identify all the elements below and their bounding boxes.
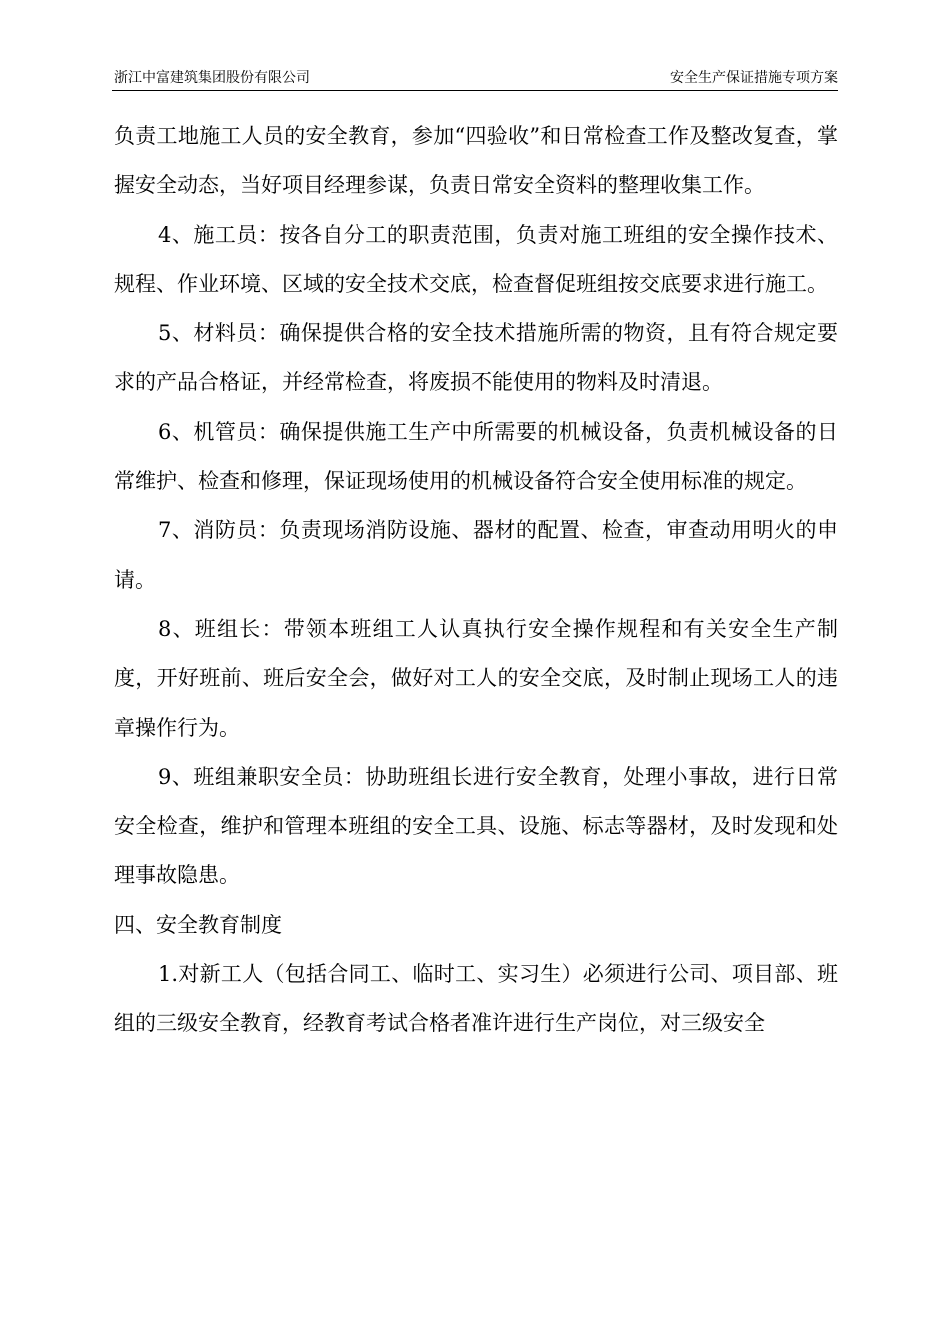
paragraph-construction-worker: 4、施工员：按各自分工的职责范围，负责对施工班组的安全操作技术、规程、作业环境、区域的安全技术交底，检查督促班组按交底要求进行施工。 [114,222,838,296]
paragraph-fire-officer: 7、消防员：负责现场消防设施、器材的配置、检查，审查动用明火的申请。 [114,518,838,592]
paragraph-new-worker-education: 1.对新工人（包括合同工、临时工、实习生）必须进行公司、项目部、班组的三级安全教育，经教育考试合格者准许进行生产岗位，对三级安全 [114,962,838,1036]
paragraph-machinery-officer: 6、机管员：确保提供施工生产中所需要的机械设备，负责机械设备的日常维护、检查和修理，保证现场使用的机械设备符合安全使用标准的规定。 [114,419,838,494]
document-body [114,112,838,1049]
paragraph-team-safety-officer: 9、班组兼职安全员：协助班组长进行安全教育，处理小事故，进行日常安全检查，维护和管理本班组的安全工具、设施、标志等器材，及时发现和处理事故隐患。 [114,764,838,888]
section-heading: 四、安全教育制度 [114,912,282,937]
header-company: 浙江中富建筑集团股份有限公司 [114,70,310,86]
paragraph-continuation: 负责工地施工人员的安全教育，参加“四验收”和日常检查工作及整改复查，掌握安全动态，当好项目经理参谋，负责日常安全资料的整理收集工作。 [114,124,838,198]
paragraph-team-leader: 8、班组长：带领本班组工人认真执行安全操作规程和有关安全生产制度，开好班前、班后安全会，做好对工人的安全交底，及时制止现场工人的违章操作行为。 [114,616,838,740]
paragraph-material-officer: 5、材料员：确保提供合格的安全技术措施所需的物资，且有符合规定要求的产品合格证，并经常检查，将废损不能使用的物料及时清退。 [114,321,838,395]
page-header [112,68,838,91]
header-doc-title: 安全生产保证措施专项方案 [670,70,838,86]
